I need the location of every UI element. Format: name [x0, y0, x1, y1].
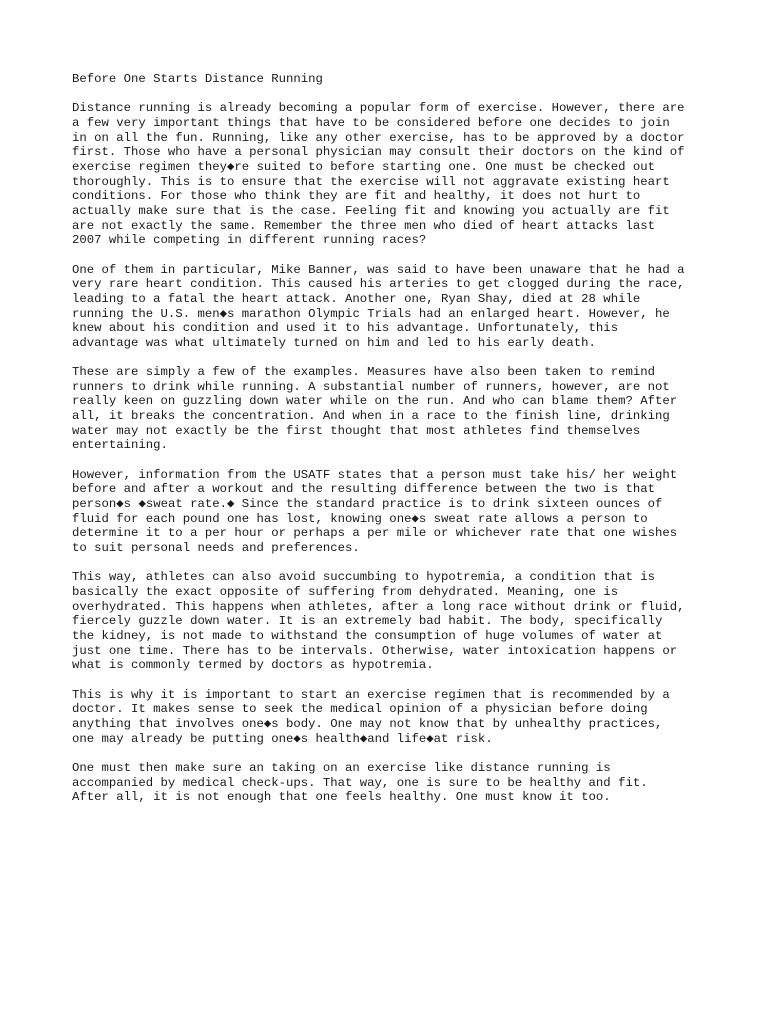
- paragraph: [72, 761, 702, 805]
- paragraph-line: one may already be putting one◆s health◆and life◆at risk.: [72, 731, 493, 746]
- paragraph-line: very rare heart condition. This caused his arteries to get clogged during the race,: [72, 277, 685, 292]
- paragraph-line: Distance running is already becoming a popular form of exercise. However, there are: [72, 101, 685, 116]
- paragraph-line: thoroughly. This is to ensure that the exercise will not aggravate existing heart: [72, 174, 670, 189]
- paragraph-line: are not exactly the same. Remember the three men who died of heart attacks last: [72, 218, 655, 233]
- paragraph-line: just one time. There has to be intervals. Otherwise, water intoxication happens or: [72, 643, 678, 658]
- paragraph-line: what is commonly termed by doctors as hypotremia.: [72, 658, 434, 673]
- paragraph: [72, 468, 702, 556]
- paragraph: [72, 570, 702, 673]
- paragraph: [72, 101, 702, 248]
- paragraph-line: to suit personal needs and preferences.: [72, 541, 360, 556]
- paragraph-list: [72, 101, 702, 805]
- paragraph-line: doctor. It makes sense to seek the medical opinion of a physician before doing: [72, 702, 648, 717]
- paragraph-line: accompanied by medical check-ups. That way, one is sure to be healthy and fit.: [72, 775, 648, 790]
- paragraph-line: overhydrated. This happens when athletes, after a long race without drink or fluid,: [72, 599, 685, 614]
- paragraph: [72, 263, 702, 351]
- paragraph-line: This is why it is important to start an exercise regimen that is recommended by a: [72, 687, 670, 702]
- paragraph-line: in on all the fun. Running, like any other exercise, has to be approved by a doctor: [72, 130, 685, 145]
- paragraph-line: advantage was what ultimately turned on him and led to his early death.: [72, 335, 596, 350]
- paragraph-line: One must then make sure an taking on an exercise like distance running is: [72, 760, 611, 775]
- paragraph-line: fluid for each pound one has lost, knowing one◆s sweat rate allows a person to: [72, 511, 648, 526]
- paragraph-line: anything that involves one◆s body. One may not know that by unhealthy practices,: [72, 716, 663, 731]
- paragraph-line: exercise regimen they◆re suited to before starting one. One must be checked out: [72, 159, 655, 174]
- paragraph-line: basically the exact opposite of suffering from dehydrated. Meaning, one is: [72, 584, 619, 599]
- paragraph-line: a few very important things that have to be considered before one decides to join: [72, 115, 670, 130]
- paragraph-line: running the U.S. men◆s marathon Olympic Trials had an enlarged heart. However, he: [72, 306, 670, 321]
- paragraph-line: 2007 while competing in different running races?: [72, 233, 427, 248]
- paragraph-line: These are simply a few of the examples. Measures have also been taken to remind: [72, 365, 655, 380]
- paragraph-line: really keen on guzzling down water while on the run. And who can blame them? After: [72, 394, 678, 409]
- paragraph-line: entertaining.: [72, 438, 168, 453]
- document-body: [72, 72, 702, 819]
- paragraph-line: determine it to a per hour or perhaps a per mile or whichever rate that one wishes: [72, 526, 678, 541]
- paragraph-line: person◆s ◆sweat rate.◆ Since the standard practice is to drink sixteen ounces of: [72, 497, 663, 512]
- document-title: Before One Starts Distance Running: [72, 72, 323, 86]
- paragraph-line: runners to drink while running. A substantial number of runners, however, are not: [72, 379, 670, 394]
- paragraph-line: leading to a fatal the heart attack. Another one, Ryan Shay, died at 28 while: [72, 291, 641, 306]
- paragraph-line: first. Those who have a personal physician may consult their doctors on the kind of: [72, 145, 685, 160]
- paragraph-line: all, it breaks the concentration. And when in a race to the finish line, drinking: [72, 409, 670, 424]
- paragraph-line: However, information from the USATF states that a person must take his/ her weight: [72, 467, 678, 482]
- paragraph-line: water may not exactly be the first thought that most athletes find themselves: [72, 423, 641, 438]
- paragraph-line: knew about his condition and used it to his advantage. Unfortunately, this: [72, 321, 619, 336]
- paragraph-line: conditions. For those who think they are fit and healthy, it does not hurt to: [72, 189, 641, 204]
- paragraph: [72, 365, 702, 453]
- paragraph-line: the kidney, is not made to withstand the consumption of huge volumes of water at: [72, 628, 663, 643]
- paragraph-line: This way, athletes can also avoid succumbing to hypotremia, a condition that is: [72, 570, 655, 585]
- paragraph-line: actually make sure that is the case. Feeling fit and knowing you actually are fit: [72, 203, 670, 218]
- paragraph-line: One of them in particular, Mike Banner, was said to have been unaware that he had a: [72, 262, 685, 277]
- paragraph-line: fiercely guzzle down water. It is an extremely bad habit. The body, specifically: [72, 614, 663, 629]
- paragraph-line: After all, it is not enough that one feels healthy. One must know it too.: [72, 790, 611, 805]
- paragraph: [72, 688, 702, 747]
- paragraph-line: before and after a workout and the resulting difference between the two is that: [72, 482, 655, 497]
